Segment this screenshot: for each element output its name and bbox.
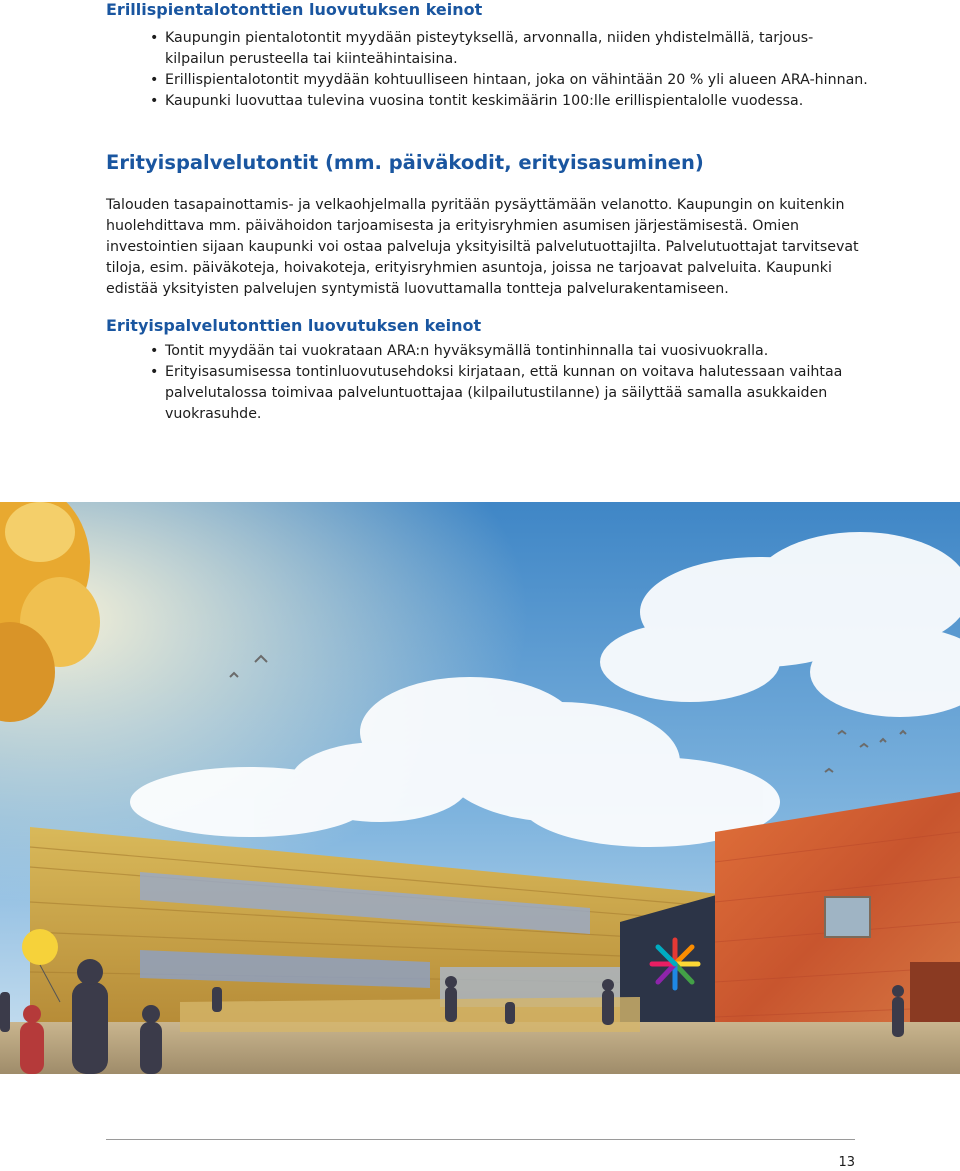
page-number: 13	[838, 1155, 855, 1170]
section-heading-erityispalvelutontit: Erityispalvelutontit (mm. päiväkodit, erityisasuminen)	[106, 151, 704, 174]
bullet-list-erillispientalotontit	[150, 28, 870, 112]
list-item: • Kaupungin pientalotontit myydään pisteytyksellä, arvonnalla, niiden yhdistelmällä, tarjous-kilpailun perusteella tai kiinteähintaisina.	[150, 28, 870, 70]
list-item: • Erillispientalotontit myydään kohtuulliseen hintaan, joka on vähintään 20 % yli alueen ARA-hinnan.	[150, 70, 870, 91]
building-illustration	[0, 502, 960, 1074]
list-item: • Erityisasumisessa tontinluovutusehdoksi kirjataan, että kunnan on voitava halutessaan vaihtaa palvelutalossa toimivaa palveluntuottajaa (kilpailutustilanne) ja säilyttää samalla asukkaiden vuokrasuhde.	[150, 362, 870, 425]
section-heading-erityispalvelutonttien-keinot: Erityispalvelutonttien luovutuksen keinot	[106, 316, 482, 335]
list-item: • Kaupunki luovuttaa tulevina vuosina tontit keskimäärin 100:lle erillispientalolle vuodessa.	[150, 91, 870, 112]
section-heading-erillispientalotontit: Erillispientalotonttien luovutuksen keinot	[106, 0, 483, 19]
footer-divider	[106, 1139, 855, 1140]
body-paragraph: Talouden tasapainottamis- ja velkaohjelmalla pyritään pysäyttämään velanotto. Kaupungin on kuitenkin huolehdittava mm. päivähoidon tarjoamisesta ja erityisryhmien asumisen järjestämisestä. Omien investointien sijaan kaupunki voi ostaa palveluja yksityisiltä palvelutuottajilta. Palvelutuottajat tarvitsevat tiloja, esim. päiväkoteja, hoivakoteja, erityisryhmien asuntoja, joissa ne tarjoavat palveluita. Kaupunki edistää yksityisten palvelujen syntymistä luovuttamalla tontteja palvelurakentamiseen.	[106, 197, 859, 297]
bullet-list-erityispalvelutontit	[150, 341, 870, 425]
list-item: • Tontit myydään tai vuokrataan ARA:n hyväksymällä tontinhinnalla tai vuosivuokralla.	[150, 341, 870, 362]
